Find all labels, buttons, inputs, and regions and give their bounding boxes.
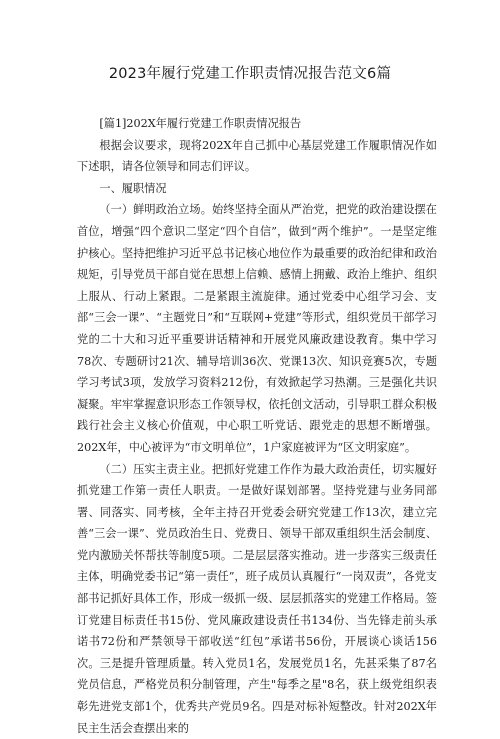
article-heading: [篇1]202X年履行党建工作职责情况报告 [77,113,437,135]
document-body [77,113,437,739]
body-paragraph: （一）鲜明政治立场。始终坚持全面从严治党，把党的政治建设摆在首位，增强“四个意识二坚定“四个自信”，做到“两个维护”。一是坚定维护核心。坚持把维护习近平总书记核心地位作为最重要的政治纪律和政治规矩，引导党员干部自觉在思想上信赖、感情上拥戴、政治上维护、组织上服从、行动上紧跟。二是紧跟主流旋律。通过党委中心组学习会、支部“三会一课”、“主题党日”和“互联网+党建”等形式，组织党员干部学习党的二十大和习近平重要讲话精神和开展党风廉政建设教育。集中学习78次、专题研讨21次、辅导培训36次、党课13次、知识竞赛5次，专题学习考试3项，发放学习资料212份，有效掀起学习热潮。三是强化共识凝聚。牢牢掌握意识形态工作领导权，依托创文活动，引导职工群众积极践行社会主义核心价值观，中心职工听党话、跟党走的思想不断增强。202X年，中心被评为“市文明单位”，1户家庭被评为“区文明家庭”。 [77,199,437,458]
document-title: 2023年履行党建工作职责情况报告范文6篇 [0,62,500,83]
body-paragraph: （二）压实主责主业。把抓好党建工作作为最大政治责任，切实履好抓党建工作第一责任人职责。一是做好谋划部署。坚持党建与业务同部署、同落实、同考核，全年主持召开党委会研究党建工作13次，建立完善“三会一课”、党员政治生日、党费日、领导干部双重组织生活会制度、党内激励关怀帮扶等制度5项。二是层层落实推动。进一步落实三级责任主体，明确党委书记“第一责任”，班子成员认真履行“一岗双责”，各党支部书记抓好具体工作，形成一级抓一级、层层抓落实的党建工作格局。签订党建目标责任书15份、党风廉政建设责任书134份、当先锋走前头承诺书72份和严禁领导干部收送“红包”承诺书56份，开展谈心谈话156次。三是提升管理质量。转入党员1名，发展党员1名，先甚采集了87名党员信息，严格党员积分制管理，产生"每季之星"8名，获上级党组织表彰先进党支部1个，优秀共产党员9名。四是对标补短整改。针对202X年民主生活会查摆出来的 [77,459,437,739]
intro-paragraph: 根据会议要求，现将202X年自己抓中心基层党建工作履职情况作如下述职，请各位领导和同志们评议。 [77,135,437,178]
section-heading: 一、履职情况 [77,178,437,200]
